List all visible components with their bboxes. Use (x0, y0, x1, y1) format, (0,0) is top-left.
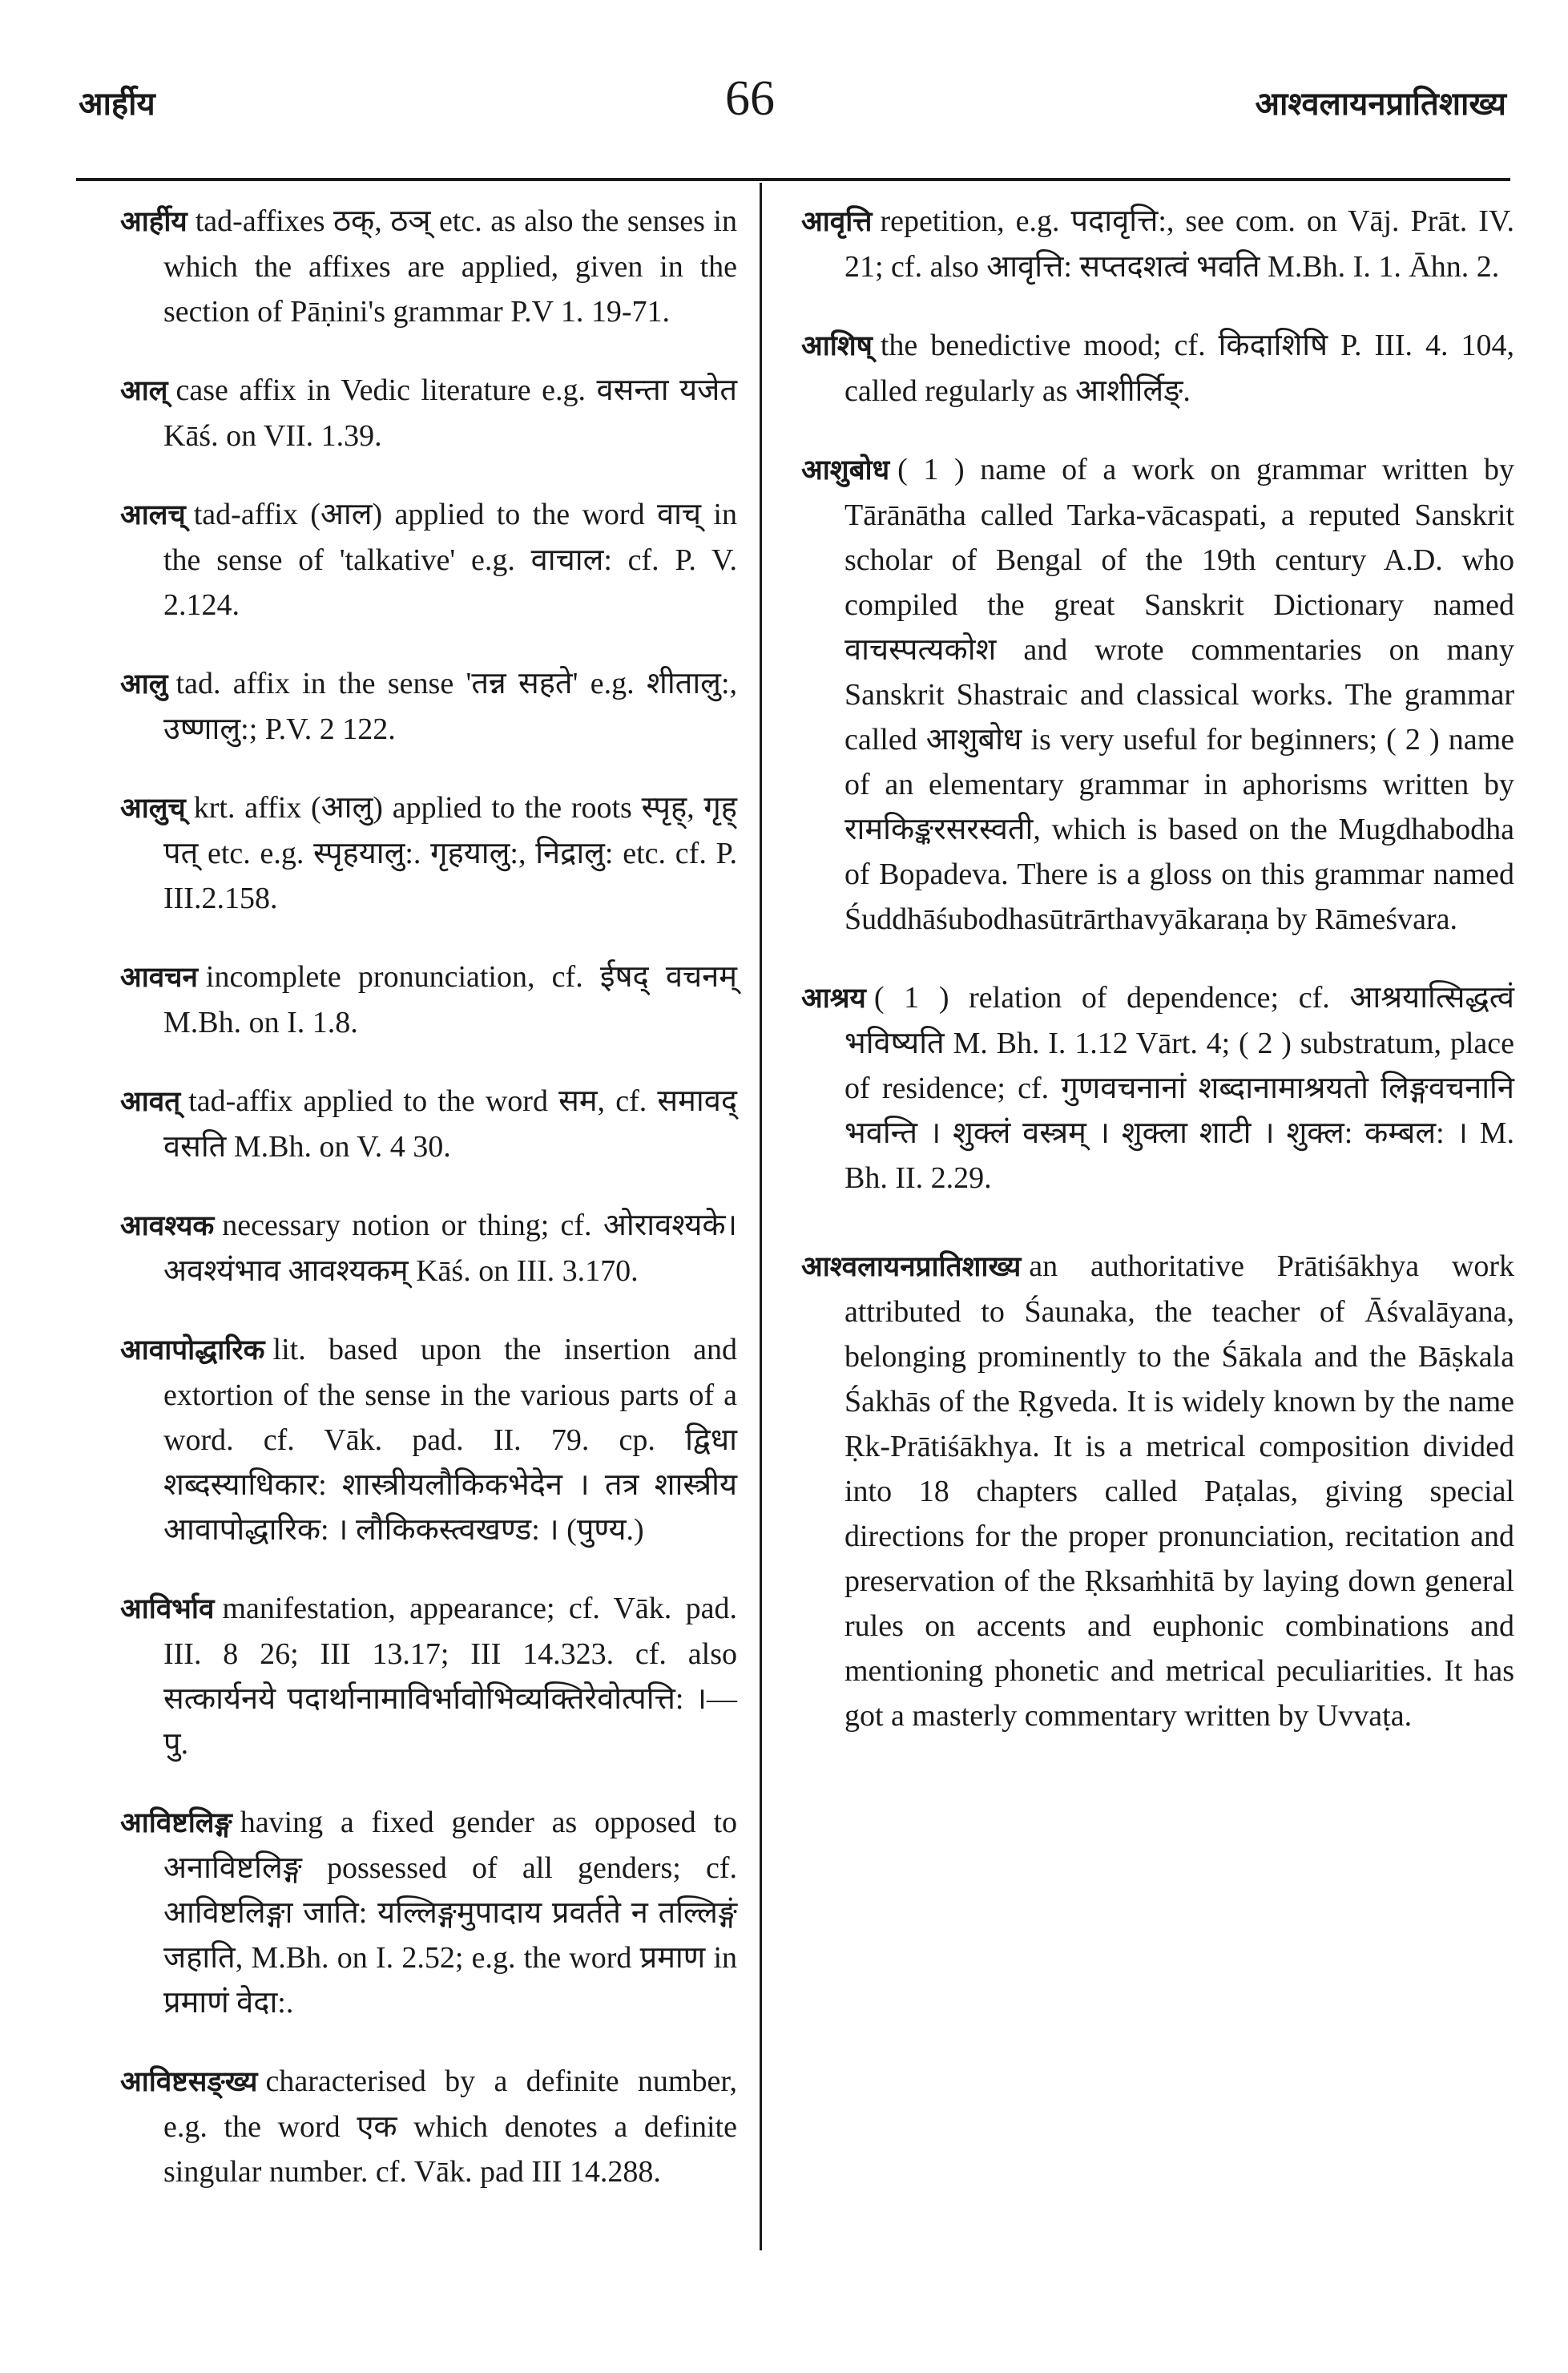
entry-definition: tad-affix (आल) applied to the word वाच् in the sense of 'talkative' e.g. वाचाल: cf. P. V. 2.124. (163, 498, 737, 622)
dictionary-entry (801, 447, 1514, 942)
dictionary-entry (120, 785, 737, 921)
dictionary-entry (120, 368, 737, 458)
dictionary-entry (120, 492, 737, 628)
entry-headword: आविष्टलिङ्ग (120, 1806, 232, 1839)
entry-headword: आर्हीय (120, 205, 187, 238)
entry-definition: incomplete pronunciation, cf. ईषद् वचनम् M.Bh. on I. 1.8. (163, 960, 737, 1039)
dictionary-entry (120, 1203, 737, 1293)
dictionary-entry (120, 1079, 737, 1169)
dictionary-entry (801, 323, 1514, 414)
entry-definition: having a fixed gender as opposed to अनाविष्टलिङ्ग possessed of all genders; cf. आविष्टलिङ्गा जाति: यल्लिङ्गमुपादाय प्रवर्तते न तल्लिङ्गं जहाति, M.Bh. on I. 2.52; e.g. the word प्रमाण in प्रमाणं वेदा:. (163, 1806, 737, 2020)
entry-headword: आवश्यक (120, 1209, 215, 1242)
dictionary-entry (120, 1327, 737, 1552)
right-running-headword: आश्वलायनप्रातिशाख्य (1255, 85, 1506, 123)
left-column (120, 199, 737, 2228)
dictionary-entry (120, 661, 737, 752)
entry-definition: necessary notion or thing; cf. ओरावश्यके। अवश्यंभाव आवश्यकम् Kāś. on III. 3.170. (163, 1209, 737, 1288)
entry-definition: repetition, e.g. पदावृत्ति:, see com. on Vāj. Prāt. IV. 21; cf. also आवृत्ति: सप्तदशत्वं भवति M.Bh. I. 1. Āhn. 2. (844, 204, 1514, 284)
entry-headword: आलु (120, 668, 168, 700)
dictionary-entry (801, 975, 1514, 1201)
dictionary-entry (120, 954, 737, 1045)
page-header (0, 0, 1568, 160)
entry-definition: krt. affix (आलु) applied to the roots स्पृह्, गृह् पत् etc. e.g. स्पृहयालु:. गृहयालु:, निद्रालु: etc. cf. P. III.2.158. (163, 791, 737, 915)
entry-definition: tad. affix in the sense 'तन्न सहते' e.g. शीतालु:, उष्णालु:; P.V. 2 122. (163, 667, 737, 746)
entry-headword: आवचन (120, 961, 198, 994)
dictionary-entry (120, 1586, 737, 1766)
left-running-headword: आर्हीय (79, 85, 155, 123)
column-divider (760, 183, 762, 2250)
entry-headword: आश्वलायनप्रातिशाख्य (801, 1250, 1022, 1283)
entry-headword: आशिष् (801, 329, 873, 362)
dictionary-entry (120, 1800, 737, 2025)
entry-definition: case affix in Vedic literature e.g. वसन्ता यजेत Kāś. on VII. 1.39. (163, 373, 737, 453)
entry-definition: characterised by a definite number, e.g. the word एक which denotes a definite singular number. cf. Vāk. pad III 14.288. (163, 2064, 737, 2189)
dictionary-entry (120, 199, 737, 334)
entry-headword: आलच् (120, 498, 186, 531)
dictionary-entry (120, 2059, 737, 2194)
page-number: 66 (725, 71, 775, 126)
dictionary-entry (801, 1244, 1514, 1738)
entry-headword: आवत् (120, 1085, 181, 1118)
entry-definition: ( 1 ) relation of dependence; cf. आश्रयात्सिद्धत्वं भविष्यति M. Bh. I. 1.12 Vārt. 4; ( 2 ) substratum, place of residence; cf. गुणवचनानां शब्दानामाश्रयतो लिङ्गवचनानि भवन्ति । शुक्लं वस्त्रम् । शुक्ला शाटी । शुक्ल: कम्बल: । M. Bh. II. 2.29. (844, 981, 1514, 1195)
entry-headword: आलुच् (120, 792, 186, 825)
entry-definition: manifestation, appearance; cf. Vāk. pad. III. 8 26; III 13.17; III 14.323. cf. also सत्कार्यनये पदार्थानामाविर्भावोभिव्यक्तिरेवोत्पत्ति: ।—पु. (163, 1592, 737, 1761)
right-column (801, 199, 1514, 1785)
entry-headword: आवृत्ति (801, 205, 873, 238)
entry-headword: आल् (120, 374, 168, 407)
header-rule (76, 178, 1510, 181)
entry-definition: tad-affixes ठक्, ठञ् etc. as also the senses in which the affixes are applied, given in the section of Pāṇini's grammar P.V 1. 19-71. (163, 204, 737, 329)
entry-headword: आविष्टसङ्ख्य (120, 2065, 258, 2098)
entry-headword: आवापोद्धारिक (120, 1334, 265, 1366)
entry-definition: ( 1 ) name of a work on grammar written by Tārānātha called Tarka-vācaspati, a reputed Sanskrit scholar of Bengal of the 19th century A.D. who compiled the great Sanskrit Dictionary named वाचस्पत्यकोश and wrote commentaries on many Sanskrit Shastraic and classical works. The grammar called आशुबोध is very useful for beginners; ( 2 ) name of an elementary grammar in aphorisms written by रामकिङ्करसरस्वती, which is based on the Mugdhabodha of Bopadeva. There is a gloss on this grammar named Śuddhāśubodhasūtrārthavyākaraṇa by Rāmeśvara. (844, 453, 1514, 936)
entry-headword: आविर्भाव (120, 1592, 215, 1625)
entry-definition: lit. based upon the insertion and extortion of the sense in the various parts of a word. cf. Vāk. pad. II. 79. cp. द्विधा शब्दस्याधिकार: शास्त्रीयलौकिकभेदेन । तत्र शास्त्रीय आवापोद्धारिक: । लौकिकस्त्वखण्ड: । (पुण्य.) (163, 1333, 737, 1547)
entry-headword: आशुबोध (801, 454, 890, 486)
entry-definition: the benedictive mood; cf. किदाशिषि P. III. 4. 104, called regularly as आशीर्लिङ्. (844, 329, 1514, 408)
entry-headword: आश्रय (801, 982, 866, 1015)
entry-definition: tad-affix applied to the word सम, cf. समावद् वसति M.Bh. on V. 4 30. (163, 1084, 737, 1164)
dictionary-entry (801, 199, 1514, 289)
entry-definition: an authoritative Prātiśākhya work attributed to Śaunaka, the teacher of Āśvalāyana, belonging prominently to the Śākala and the Bāṣkala Śakhās of the Ṛgveda. It is widely known by the name Ṛk-Prātiśākhya. It is a metrical composition divided into 18 chapters called Paṭalas, giving special directions for the proper pronunciation, recitation and preservation of the Ṛksaṁhitā by laying down general rules on accents and euphonic combinations and mentioning phonetic and metrical peculiarities. It has got a masterly commentary written by Uvvaṭa. (844, 1249, 1514, 1733)
